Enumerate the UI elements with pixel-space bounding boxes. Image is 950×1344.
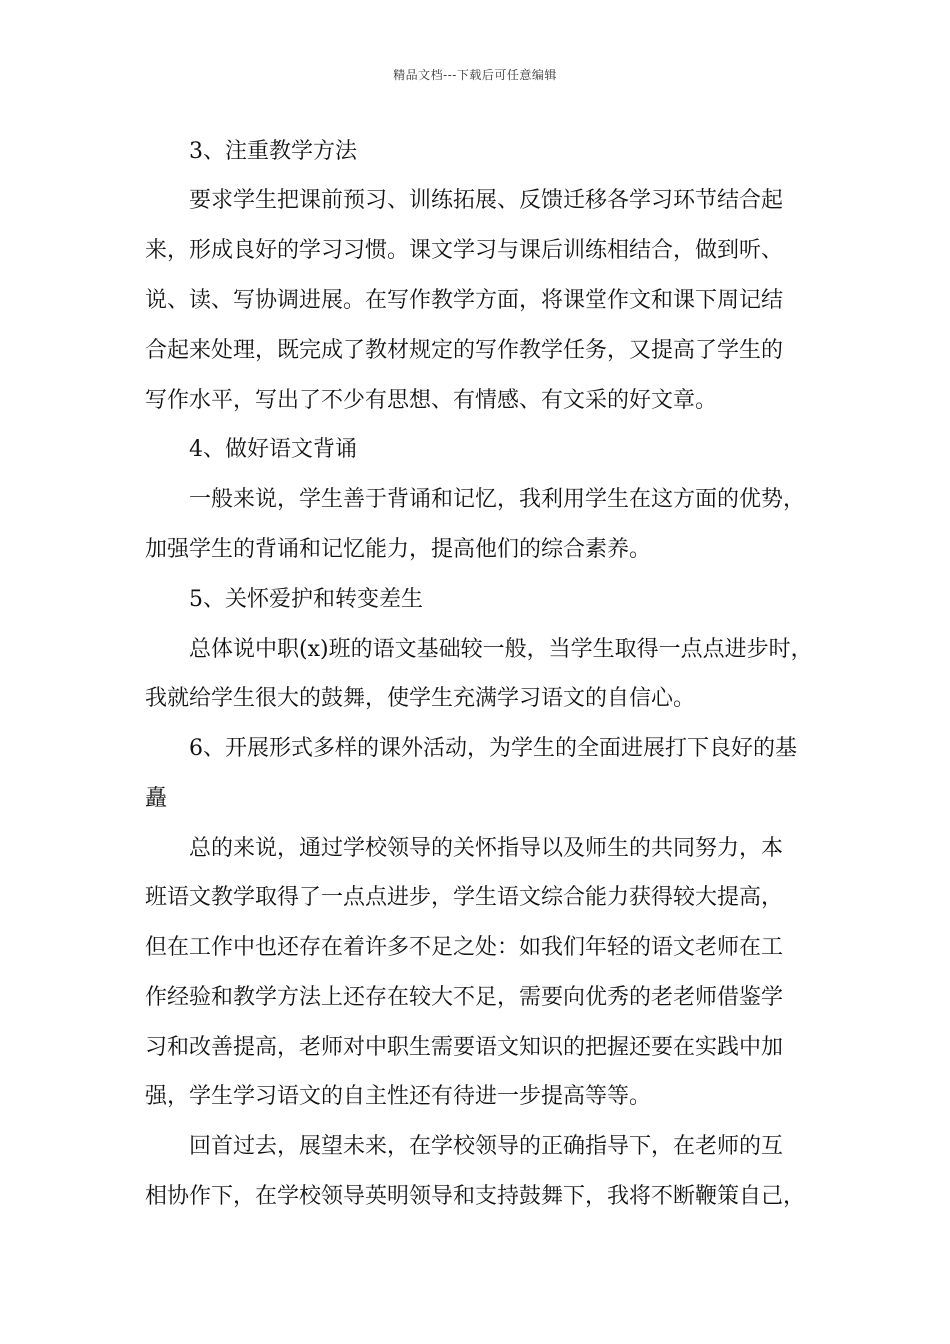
heading-5: 5、关怀爱护和转变差生 — [189, 587, 423, 612]
paragraph-line: 强，学生学习语文的自主性还有待进一步提高等等。 — [145, 1084, 652, 1109]
paragraph-line: 来，形成良好的学习习惯。课文学习与课后训练相结合，做到听、 — [145, 238, 784, 263]
paragraph-line: 作经验和教学方法上还存在较大不足，需要向优秀的老老师借鉴学 — [145, 985, 784, 1010]
heading-3: 3、注重教学方法 — [189, 139, 357, 164]
paragraph-line: 一般来说，学生善于背诵和记忆，我利用学生在这方面的优势， — [189, 487, 806, 512]
paragraph-line: 合起来处理，既完成了教材规定的写作教学任务，又提高了学生的 — [145, 338, 784, 363]
heading-4: 4、做好语文背诵 — [189, 437, 357, 462]
paragraph-line: 我就给学生很大的鼓舞，使学生充满学习语文的自信心。 — [145, 686, 696, 711]
paragraph-line: 但在工作中也还存在着许多不足之处：如我们年轻的语文老师在工 — [145, 935, 784, 960]
paragraph-line: 回首过去，展望未来，在学校领导的正确指导下，在老师的互 — [189, 1134, 784, 1159]
paragraph-line: 习和改善提高，老师对中职生需要语文知识的把握还要在实践中加 — [145, 1035, 784, 1060]
paragraph-line: 总体说中职(x)班的语文基础较一般，当学生取得一点点进步时， — [189, 637, 813, 662]
paragraph-line: 加强学生的背诵和记忆能力，提高他们的综合素养。 — [145, 537, 652, 562]
heading-6-continued: 矗 — [145, 786, 168, 811]
paragraph-line: 总的来说，通过学校领导的关怀指导以及师生的共同努力，本 — [189, 836, 784, 861]
paragraph-line: 要求学生把课前预习、训练拓展、反馈迁移各学习环节结合起 — [189, 188, 784, 213]
paragraph-line: 写作水平，写出了不少有思想、有情感、有文采的好文章。 — [145, 388, 718, 413]
paragraph-line: 班语文教学取得了一点点进步，学生语文综合能力获得较大提高， — [145, 885, 784, 910]
paragraph-line: 说、读、写协调进展。在写作教学方面，将课堂作文和课下周记结 — [145, 288, 784, 313]
page-header: 精品文档---下载后可任意编辑 — [393, 68, 557, 82]
heading-6: 6、开展形式多样的课外活动，为学生的全面进展打下良好的基 — [189, 736, 797, 761]
paragraph-line: 相协作下，在学校领导英明领导和支持鼓舞下，我将不断鞭策自己， — [145, 1184, 806, 1209]
